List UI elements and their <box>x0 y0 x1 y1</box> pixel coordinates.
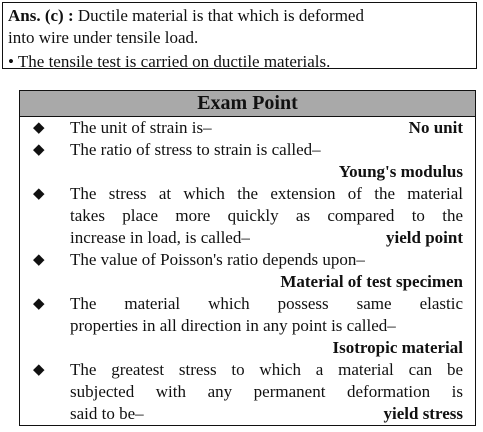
exam-item-question-line: subjected with any permanent deformation is <box>70 382 463 401</box>
diamond-icon: ◆ <box>33 252 45 268</box>
exam-item-answer: No unit <box>408 118 463 137</box>
diamond-icon: ◆ <box>33 120 45 136</box>
diamond-icon: ◆ <box>33 296 45 312</box>
exam-item-4 <box>20 249 475 293</box>
exam-item-question-line: The stress at which the extension of the material <box>70 184 463 203</box>
exam-item-answer: Isotropic material <box>332 338 463 357</box>
exam-item-6 <box>20 359 475 425</box>
answer-box <box>2 2 477 69</box>
answer-tag: Ans. (c) : <box>8 6 74 25</box>
answer-line-1 <box>8 5 471 27</box>
answer-bullet: • The tensile test is carried on ductile materials. <box>8 52 331 71</box>
exam-item-question-line: The material which possess same elastic <box>70 294 463 313</box>
exam-point-title: Exam Point <box>20 91 475 117</box>
exam-item-question-line: The greatest stress to which a material can be <box>70 360 463 379</box>
exam-item-answer: Material of test specimen <box>280 272 463 291</box>
diamond-icon: ◆ <box>33 362 45 378</box>
diamond-icon: ◆ <box>33 186 45 202</box>
exam-item-answer: Young's modulus <box>338 162 463 181</box>
diamond-icon: ◆ <box>33 142 45 158</box>
exam-item-answer: yield stress <box>383 404 463 423</box>
exam-item-question: The unit of strain is– <box>70 118 212 137</box>
exam-item-answer: yield point <box>386 228 463 247</box>
exam-item-question-line: properties in all direction in any point is called– <box>70 316 396 335</box>
exam-item-1 <box>20 117 475 139</box>
exam-item-2 <box>20 139 475 183</box>
exam-item-question-line: takes place more quickly as compared to the <box>70 206 463 225</box>
answer-text-1: Ductile material is that which is deformed <box>77 6 364 25</box>
exam-item-question: The value of Poisson's ratio depends upon– <box>70 250 365 269</box>
exam-item-question-line: said to be– <box>70 404 144 423</box>
exam-item-question-line: increase in load, is called– <box>70 228 250 247</box>
exam-item-3 <box>20 183 475 249</box>
exam-item-5 <box>20 293 475 359</box>
exam-item-question: The ratio of stress to strain is called– <box>70 140 321 159</box>
exam-point-box <box>19 90 476 426</box>
answer-line-2: into wire under tensile load. <box>8 28 199 47</box>
